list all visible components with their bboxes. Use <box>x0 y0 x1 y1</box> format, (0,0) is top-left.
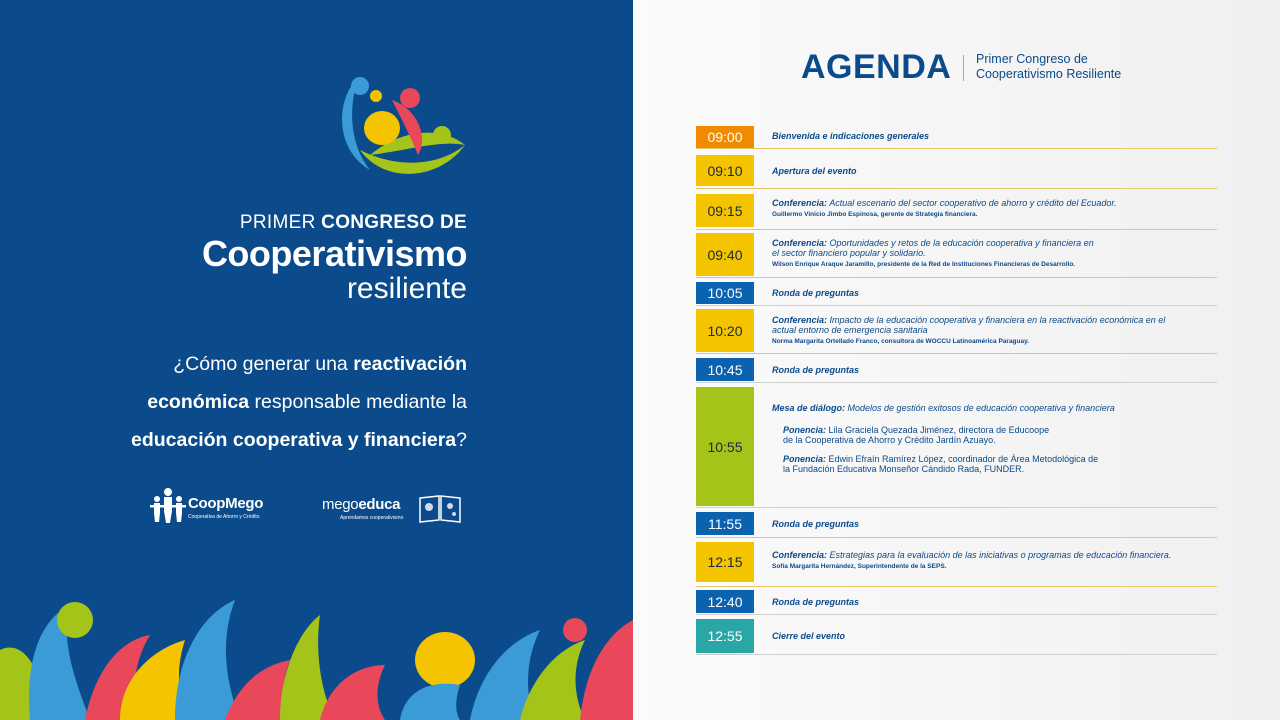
agenda-row <box>696 538 1217 587</box>
title-line3: resiliente <box>346 272 467 305</box>
ponencia-text: Edwin Efraín Ramírez López, coordinador de Área Metodológica de <box>828 454 1099 464</box>
agenda-panel <box>633 0 1280 720</box>
item-text: Actual escenario del sector cooperativo de ahorro y crédito del Ecuador. <box>829 198 1117 208</box>
question-part: ¿Cómo generar una <box>173 353 354 375</box>
agenda-subtitle-line: Primer Congreso de <box>976 52 1088 66</box>
megoeduca-logo <box>322 490 467 530</box>
item-label: Conferencia: <box>772 238 828 248</box>
agenda-row <box>696 124 1217 149</box>
question-part: responsable mediante la <box>249 391 467 413</box>
time-badge: 09:10 <box>696 155 754 186</box>
agenda-text: Ronda de preguntas <box>772 365 860 375</box>
question-bold: educación cooperativa y financiera <box>131 429 457 451</box>
time-badge: 09:00 <box>696 126 754 148</box>
time-badge: 10:55 <box>696 387 754 506</box>
agenda-text: Bienvenida e indicaciones generales <box>772 131 930 141</box>
agenda-row <box>696 587 1217 615</box>
decorative-figures <box>0 580 633 720</box>
ponencia-text: la Fundación Educativa Monseñor Cándido Rada, FUNDER. <box>783 464 1025 474</box>
agenda-row <box>696 615 1217 655</box>
agenda-row <box>696 278 1217 306</box>
brand1-name: CoopMego <box>188 495 264 512</box>
ponencia-text: Lila Graciela Quezada Jiménez, directora de Educoope <box>828 425 1050 435</box>
question-part: ? <box>456 429 467 451</box>
agenda-row <box>696 149 1217 189</box>
agenda-text <box>772 550 1217 572</box>
agenda-text: Apertura del evento <box>772 166 857 176</box>
item-text: el sector financiero popular y solidario. <box>772 248 926 258</box>
theme-question <box>37 345 467 459</box>
time-badge: 12:40 <box>696 590 754 613</box>
question-bold: reactivación <box>353 353 467 375</box>
item-text: Estrategias para la evaluación de las iniciativas o programas de educación financiera. <box>829 550 1172 560</box>
item-label: Conferencia: <box>772 315 828 325</box>
agenda-text <box>772 403 1217 474</box>
agenda-subtitle-line: Cooperativismo Resiliente <box>976 67 1122 81</box>
title-line1-normal: PRIMER <box>239 212 322 233</box>
item-text: Impacto de la educación cooperativa y financiera en la reactivación económica en el <box>829 315 1166 325</box>
congress-logo-icon <box>330 70 470 190</box>
speaker: Wilson Enrique Araque Jaramillo, presidente de la Red de Instituciones Financieras de Desarrollo. <box>772 261 1076 268</box>
item-text: actual entorno de emergencia sanitaria <box>772 325 928 335</box>
brand1-subtitle: Cooperativa de Ahorro y Crédito <box>188 514 260 520</box>
item-label: Mesa de diálogo: <box>772 403 846 413</box>
time-badge: 09:15 <box>696 194 754 227</box>
congress-title <box>202 212 467 304</box>
title-line1-bold: CONGRESO DE <box>321 212 467 233</box>
speaker: Norma Margarita Ortellado Franco, consultora de WOCCU Latinoamérica Paraguay. <box>772 338 1030 345</box>
time-badge: 10:05 <box>696 282 754 304</box>
item-text: Oportunidades y retos de la educación cooperativa y financiera en <box>829 238 1094 248</box>
agenda-row <box>696 189 1217 230</box>
speaker: Sofía Margarita Hernández, Superintendente de la SEPS. <box>772 563 947 570</box>
ponencia-label: Ponencia: <box>783 425 827 435</box>
agenda-text: Ronda de preguntas <box>772 288 860 298</box>
title-divider <box>963 55 964 81</box>
cover-panel <box>0 0 633 720</box>
ponencia-text: de la Cooperativa de Ahorro y Crédito Jardín Azuayo. <box>783 435 996 445</box>
brand2-subtitle: Aprendamos cooperativismo <box>340 515 404 521</box>
time-badge: 12:15 <box>696 542 754 582</box>
brand2-name-normal: mego <box>322 496 359 513</box>
ponencia-label: Ponencia: <box>783 454 827 464</box>
time-badge: 10:45 <box>696 358 754 381</box>
coopmego-logo <box>150 487 280 527</box>
people-icon <box>150 487 186 525</box>
agenda-text <box>772 238 1217 270</box>
agenda-row <box>696 508 1217 538</box>
agenda-row <box>696 383 1217 508</box>
agenda-title: AGENDA <box>801 48 952 86</box>
agenda-row <box>696 306 1217 354</box>
speaker: Guillermo Vinicio Jimbo Espinosa, gerente de Strategia financiera. <box>772 211 978 218</box>
time-badge: 12:55 <box>696 619 754 653</box>
agenda-subtitle <box>976 52 1121 82</box>
agenda-row <box>696 354 1217 383</box>
open-book-icon <box>418 492 462 524</box>
time-badge: 09:40 <box>696 233 754 276</box>
item-label: Conferencia: <box>772 198 828 208</box>
agenda-text <box>772 315 1217 347</box>
brand2-name-bold: educa <box>358 496 401 513</box>
agenda-text: Ronda de preguntas <box>772 519 860 529</box>
agenda-text: Ronda de preguntas <box>772 597 860 607</box>
time-badge: 11:55 <box>696 512 754 535</box>
item-text: Modelos de gestión exitosos de educación cooperativa y financiera <box>847 403 1115 413</box>
title-line2: Cooperativismo <box>201 233 467 274</box>
time-badge: 10:20 <box>696 309 754 352</box>
agenda-text <box>772 198 1217 220</box>
agenda-text: Cierre del evento <box>772 631 846 641</box>
question-bold: económica <box>147 391 250 413</box>
item-label: Conferencia: <box>772 550 828 560</box>
agenda-row <box>696 230 1217 278</box>
